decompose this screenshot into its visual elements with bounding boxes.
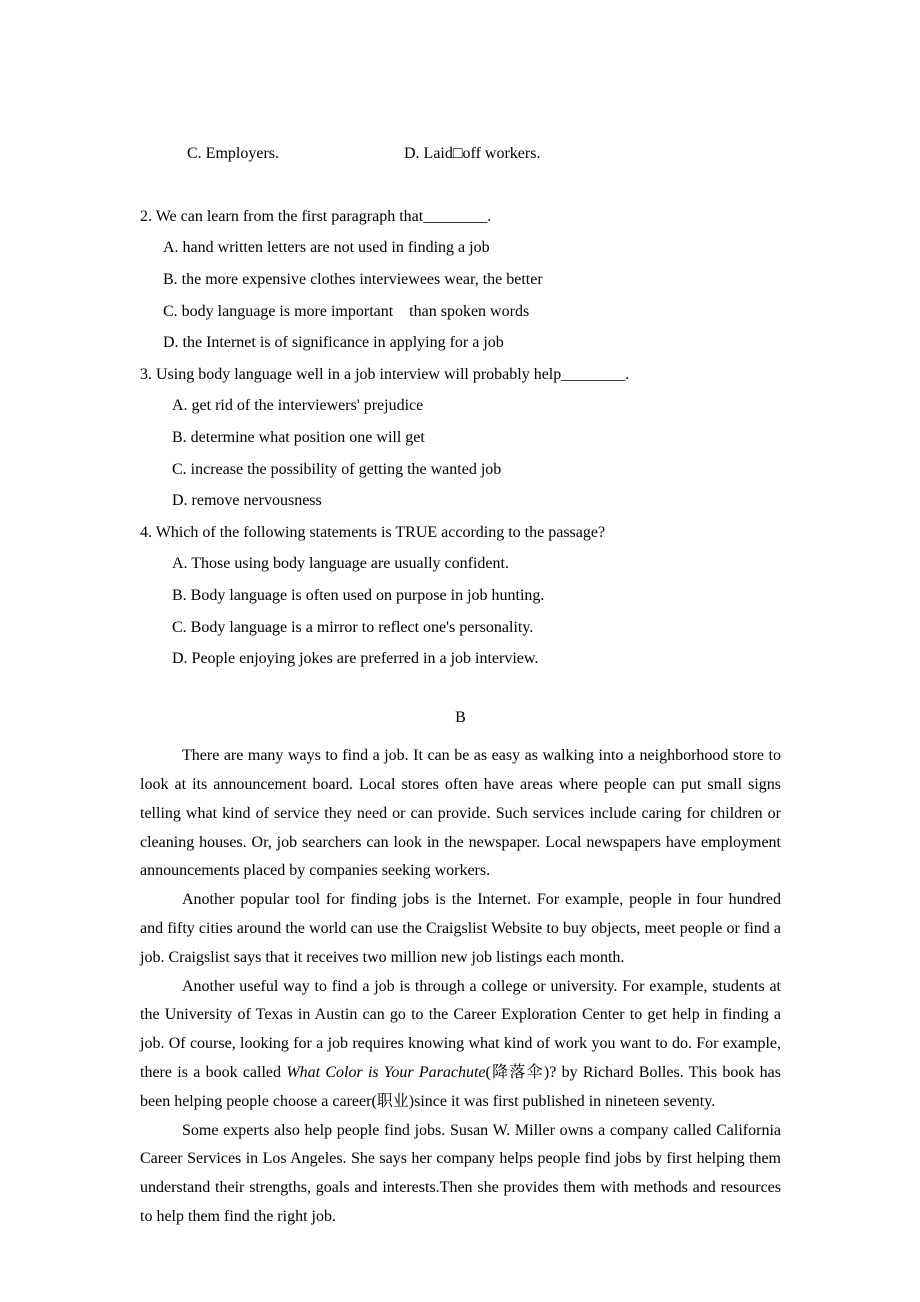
question-2-option-b: B. the more expensive clothes interviewees wear, the better bbox=[163, 270, 543, 288]
question-2-option-d: D. the Internet is of significance in applying for a job bbox=[163, 334, 504, 352]
question-3-option-b: B. determine what position one will get bbox=[172, 428, 425, 446]
reading-passage bbox=[140, 742, 781, 1232]
question-2-stem: 2. We can learn from the first paragraph that________. bbox=[140, 207, 492, 225]
question-3-option-c: C. increase the possibility of getting the wanted job bbox=[172, 460, 502, 478]
question-4-stem: 4. Which of the following statements is TRUE according to the passage? bbox=[140, 523, 606, 541]
question-4-option-c: C. Body language is a mirror to reflect one's personality. bbox=[172, 618, 534, 636]
multiple-choice-section bbox=[140, 106, 781, 675]
book-title: What Color is Your Parachute bbox=[286, 1064, 486, 1082]
question-4-option-d: D. People enjoying jokes are preferred in a job interview. bbox=[172, 650, 539, 668]
passage-section-label: B bbox=[455, 708, 466, 726]
question-1-options-row bbox=[140, 106, 781, 201]
question-4-option-a: A. Those using body language are usually confident. bbox=[172, 555, 509, 573]
paragraph-text: Some experts also help people find jobs. Susan W. Miller owns a company called California Career Services in Los Angeles. She says her company helps people find jobs by first helping them understand their strengths, goals and interests.Then she provides them with methods and resources to help them find the right job. bbox=[140, 1121, 781, 1226]
paragraph-text: Another popular tool for finding jobs is the Internet. For example, people in four hundred and fifty cities around the world can use the Craigslist Website to buy objects, meet people or find a job. Craigslist says that it receives two million new job listings each month. bbox=[140, 891, 781, 966]
question-3 bbox=[140, 359, 781, 517]
question-4-option-b: B. Body language is often used on purpose in job hunting. bbox=[172, 586, 545, 604]
question-2-option-a: A. hand written letters are not used in finding a job bbox=[163, 239, 490, 257]
passage-paragraph-1 bbox=[140, 742, 781, 886]
question-3-stem: 3. Using body language well in a job interview will probably help________. bbox=[140, 365, 630, 383]
paragraph-text: There are many ways to find a job. It can be as easy as walking into a neighborhood store to look at its announcement board. Local stores often have areas where people can put small signs telling what kind of service they need or can provide. Such services include caring for children or cleaning houses. Or, job searchers can look in the newspaper. Local newspapers have employment announcements placed by companies seeking workers. bbox=[140, 747, 781, 880]
paragraph-text: Another useful way to find a job is through a college or university. For example, students at the University of Texas in Austin can go to the Career Exploration Center to get help in finding a job. Of course, looking for a job requires knowing what kind of work you want to do. For example, there is a book called bbox=[140, 977, 781, 1082]
question-2-option-c: C. body language is more important than spoken words bbox=[163, 302, 530, 320]
paragraph-text: (降落伞)? by Richard Bolles. This book has been helping people choose a career(职业)since it was first published in nineteen seventy. bbox=[140, 1064, 781, 1110]
passage-paragraph-2 bbox=[140, 886, 781, 972]
question-1-option-c: C. Employers. bbox=[187, 144, 279, 162]
passage-paragraph-3 bbox=[140, 973, 781, 1117]
question-1-option-d: D. Laid□off workers. bbox=[404, 144, 541, 162]
passage-paragraph-4 bbox=[140, 1117, 781, 1232]
question-3-option-a: A. get rid of the interviewers' prejudice bbox=[172, 397, 424, 415]
question-2 bbox=[140, 201, 781, 359]
question-3-option-d: D. remove nervousness bbox=[172, 492, 322, 510]
question-4 bbox=[140, 517, 781, 675]
